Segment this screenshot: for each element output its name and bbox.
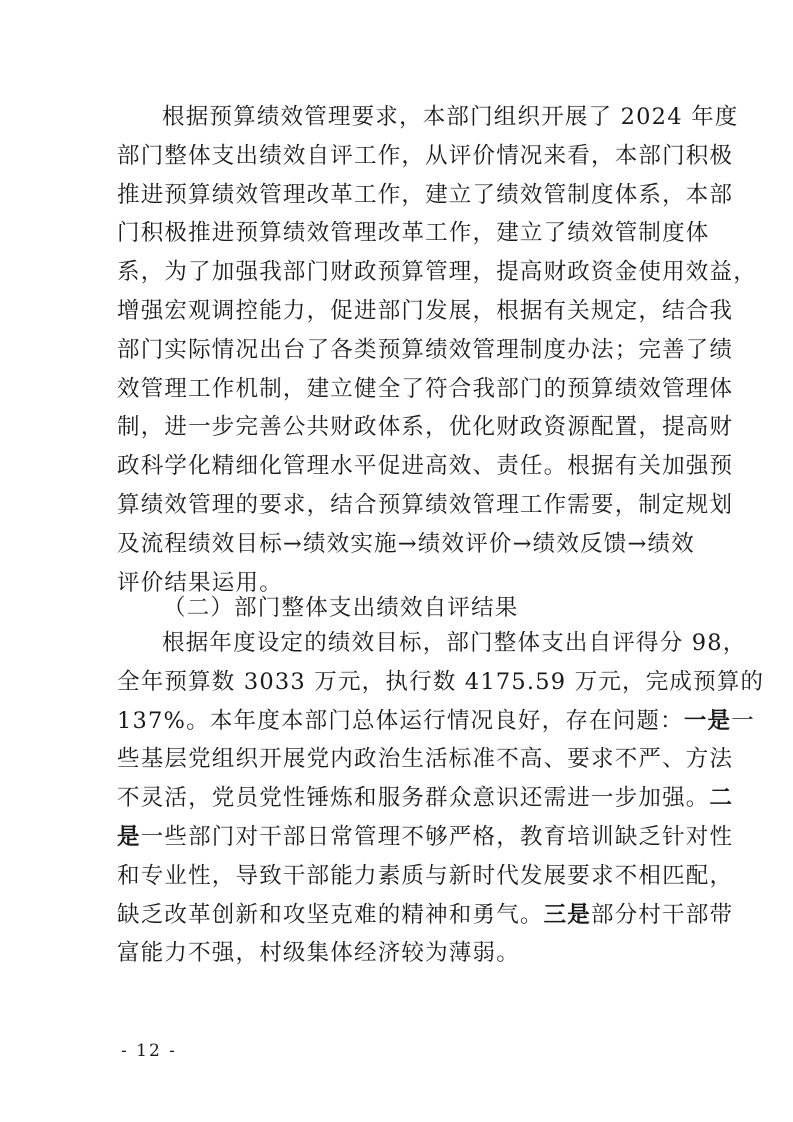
text-run: 一些部门对干部日常管理不够严格，教育培训缺乏针对性 xyxy=(140,823,734,850)
text-run: 不灵活，党员党性锤炼和服务群众意识还需进一步加强。 xyxy=(117,785,710,812)
emphasis-second-part: 是 xyxy=(117,823,141,850)
paragraph-line: 增强宏观调控能力，促进部门发展，根据有关规定，结合我 xyxy=(117,297,734,324)
paragraph-line: 全年预算数 3033 万元，执行数 4175.59 万元，完成预算的 xyxy=(117,668,765,695)
paragraph-line xyxy=(117,779,734,818)
paragraph-line: 些基层党组织开展党内政治生活标准不高、要求不严、方法 xyxy=(117,746,734,773)
emphasis-third: 三是 xyxy=(543,901,592,928)
text-run: 部分村干部带 xyxy=(591,901,734,928)
text-run: 缺乏改革创新和攻坚克难的精神和勇气。 xyxy=(117,901,544,928)
paragraph-line: 部门整体支出绩效自评工作，从评价情况来看，本部门积极 xyxy=(117,142,734,169)
paragraph-line: 政科学化精细化管理水平促进高效、责任。根据有关加强预 xyxy=(117,453,734,480)
paragraph-line: 算绩效管理的要求，结合预算绩效管理工作需要，制定规划 xyxy=(117,491,734,518)
paragraph-line: 和专业性，导致干部能力素质与新时代发展要求不相匹配， xyxy=(117,862,734,889)
text-run: 137%。本年度本部门总体运行情况良好，存在问题： xyxy=(117,707,684,734)
paragraph-line: 富能力不强，村级集体经济较为薄弱。 xyxy=(117,940,520,967)
text-run: 一 xyxy=(731,707,755,734)
emphasis-second-part: 二 xyxy=(709,785,734,812)
paragraph-line: 门积极推进预算绩效管理改革工作，建立了绩效管制度体 xyxy=(117,220,710,247)
paragraph-line: 部门实际情况出台了各类预算绩效管理制度办法；完善了绩 xyxy=(117,336,734,363)
paragraph-line: 效管理工作机制，建立健全了符合我部门的预算绩效管理体 xyxy=(117,375,734,402)
emphasis-first: 一是 xyxy=(683,707,732,734)
paragraph-line xyxy=(117,702,755,741)
paragraph-line: 及流程绩效目标→绩效实施→绩效评价→绩效反馈→绩效 xyxy=(117,530,695,557)
paragraph-line xyxy=(117,818,734,857)
paragraph-2 xyxy=(117,624,765,973)
paragraph-line: 推进预算绩效管理改革工作，建立了绩效管制度体系，本部 xyxy=(117,181,734,208)
paragraph-line: 评价结果运用。 xyxy=(117,569,283,596)
paragraph-1 xyxy=(117,98,757,602)
page-number: - 12 - xyxy=(121,1041,177,1061)
paragraph-line xyxy=(117,896,734,935)
paragraph-line: 系，为了加强我部门财政预算管理，提高财政资金使用效益， xyxy=(117,259,757,286)
paragraph-line: 根据年度设定的绩效目标，部门整体支出自评得分 98， xyxy=(162,630,747,656)
paragraph-line: 根据预算绩效管理要求，本部门组织开展了 2024 年度 xyxy=(162,104,739,130)
section-heading: （二）部门整体支出绩效自评结果 xyxy=(163,595,519,621)
paragraph-line: 制，进一步完善公共财政体系，优化财政资源配置，提高财 xyxy=(117,414,734,441)
